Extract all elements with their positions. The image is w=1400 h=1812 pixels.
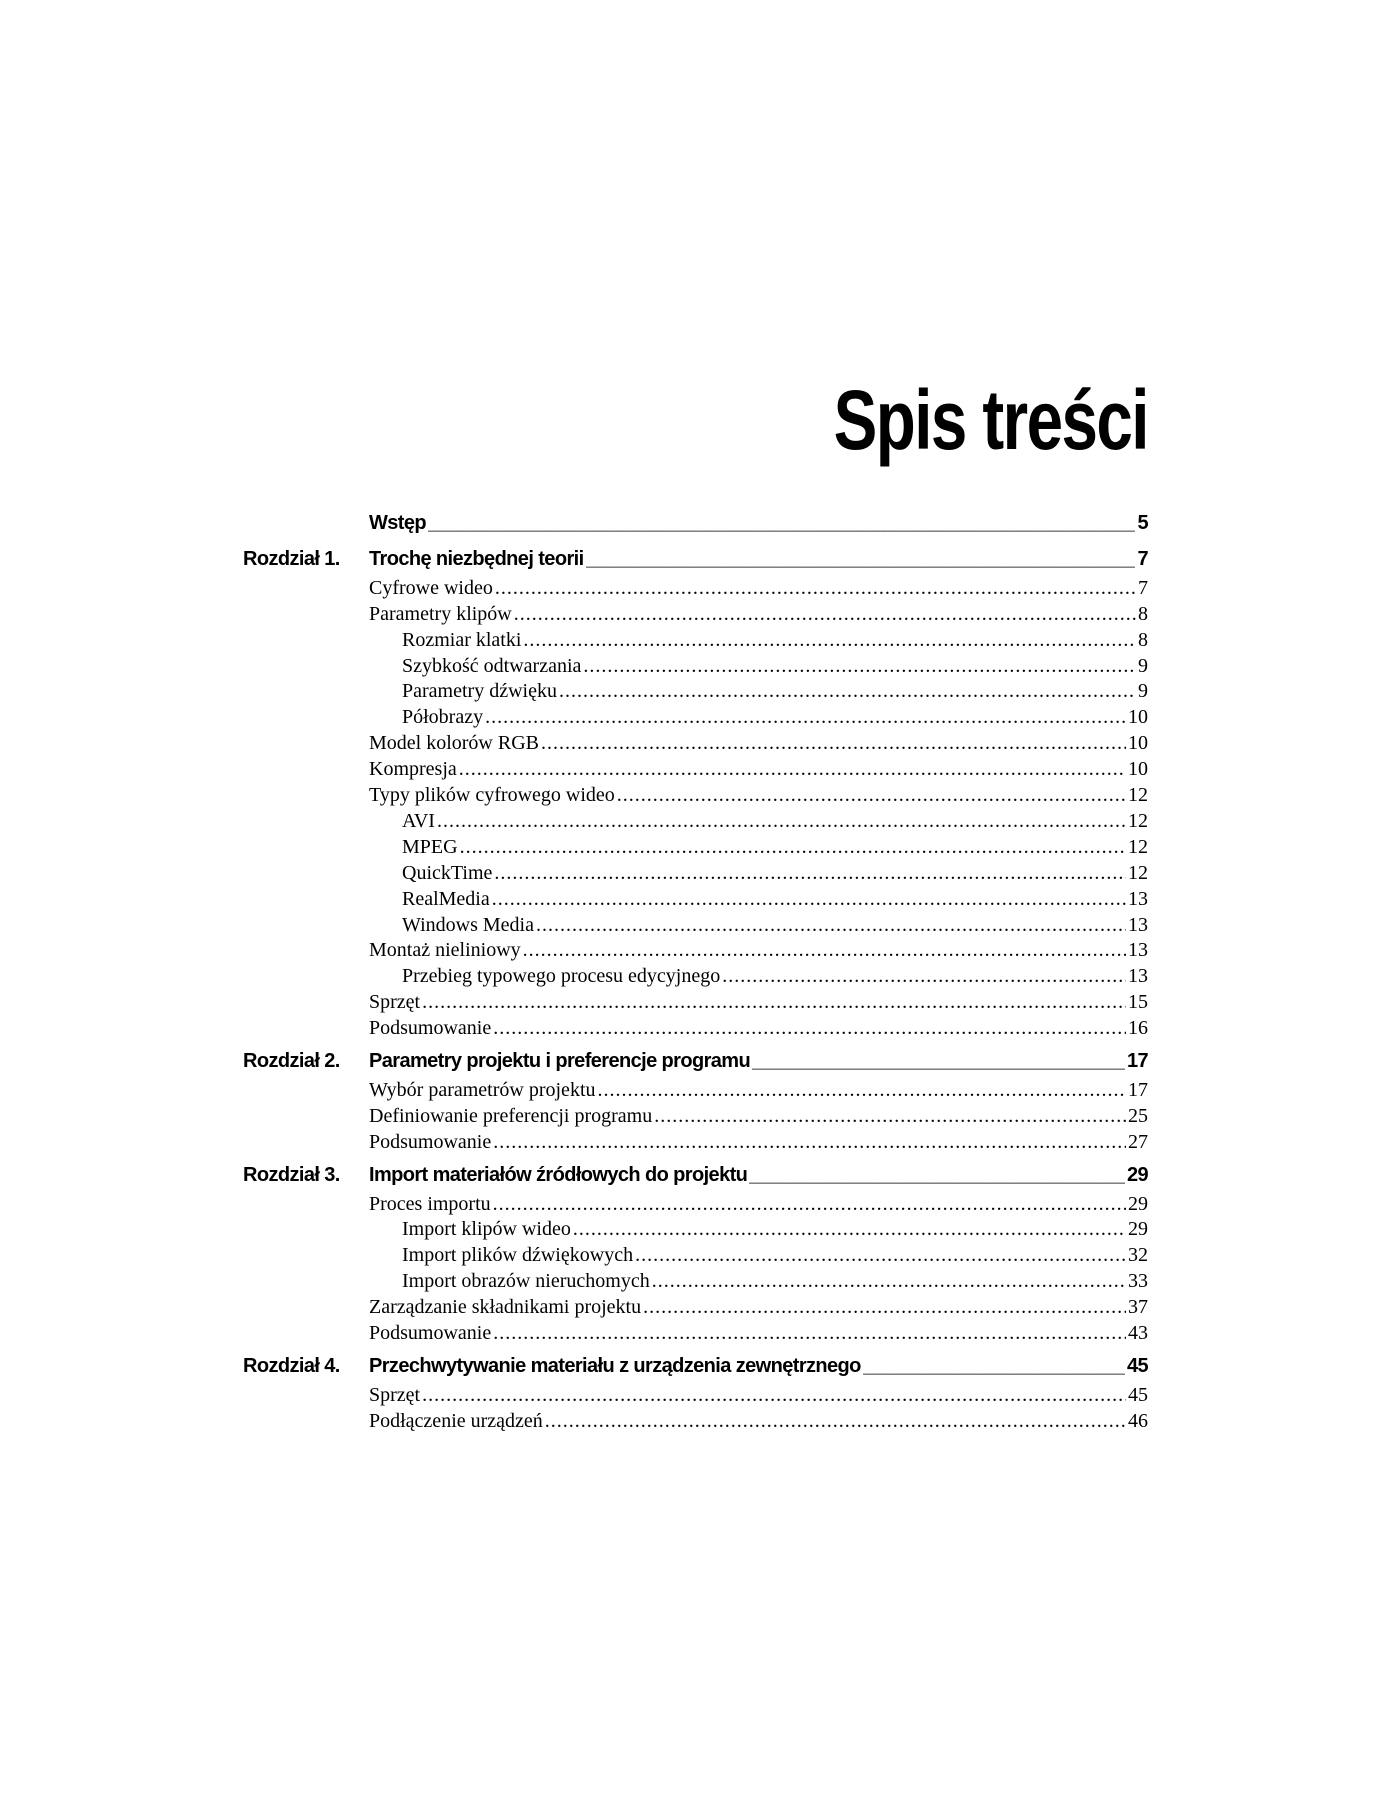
toc-leader [437, 810, 1126, 833]
toc-title: Podłączenie urządzeń [369, 1409, 543, 1432]
toc-page-number: 46 [1128, 1409, 1148, 1432]
toc-leader [749, 1164, 1125, 1187]
toc-entry-row [369, 784, 1148, 810]
toc-title: Import plików dźwiękowych [402, 1244, 634, 1267]
toc-leader [722, 965, 1126, 988]
toc-entry-row [369, 1193, 1148, 1219]
toc-title: Parametry klipów [369, 602, 512, 625]
toc-leader [635, 1244, 1126, 1267]
toc-chapter-row [369, 1050, 1148, 1076]
toc-entry-row [369, 577, 1148, 603]
toc-leader [523, 939, 1126, 962]
toc-page-number: 8 [1138, 602, 1148, 625]
toc-entry-row [369, 758, 1148, 784]
toc-title: Sprzęt [369, 991, 421, 1014]
toc-leader [485, 706, 1126, 729]
toc-leader [493, 1193, 1126, 1216]
toc-entry-row [402, 629, 1148, 655]
chapter-label: Rozdział 4. [243, 1354, 340, 1377]
toc-title: Szybkość odtwarzania [402, 654, 582, 677]
toc-title: Wstęp [369, 512, 427, 534]
toc-title: Przechwytywanie materiału z urządzenia zewnętrznego [369, 1354, 861, 1377]
toc-page-number: 7 [1137, 547, 1148, 570]
toc-title: Zarządzanie składnikami projektu [369, 1296, 642, 1319]
toc-title: Półobrazy [402, 706, 484, 729]
toc-leader [752, 1050, 1125, 1073]
toc-page-number: 32 [1128, 1244, 1148, 1267]
toc-leader [514, 603, 1136, 626]
toc-entry-row [369, 1322, 1148, 1348]
toc-entry-row [369, 991, 1148, 1017]
toc-page-number: 10 [1128, 732, 1148, 755]
toc-page-number: 13 [1128, 887, 1148, 910]
toc-entry-row [402, 914, 1148, 940]
toc-page-number: 13 [1128, 939, 1148, 962]
toc-page-number: 25 [1128, 1104, 1148, 1127]
toc-entry-row [369, 1105, 1148, 1131]
toc-entry-row [402, 1244, 1148, 1270]
toc-page-number: 7 [1138, 576, 1148, 599]
toc-leader [617, 784, 1126, 807]
toc-page-number: 12 [1128, 861, 1148, 884]
toc-title: Definiowanie preferencji programu [369, 1104, 653, 1127]
toc-leader [863, 1355, 1125, 1378]
toc-title: Import materiałów źródłowych do projektu [369, 1163, 748, 1186]
toc-entry-row [402, 965, 1148, 991]
toc-page-number: 17 [1126, 1050, 1148, 1072]
toc-chapter-row [369, 512, 1148, 538]
toc-title: Sprzęt [369, 1383, 421, 1406]
toc-leader [495, 577, 1136, 600]
toc-page-number: 12 [1128, 784, 1148, 806]
toc-leader [545, 1410, 1126, 1433]
toc-title: Rozmiar klatki [402, 628, 522, 651]
toc-title: Podsumowanie [369, 1130, 492, 1153]
toc-leader [422, 1384, 1126, 1407]
toc-entry-row [369, 1079, 1148, 1105]
toc-page-number: 13 [1128, 913, 1148, 936]
toc-entry-row [402, 862, 1148, 888]
toc-title: Import klipów wideo [402, 1218, 571, 1241]
toc-leader [460, 836, 1126, 859]
toc-leader [492, 888, 1126, 911]
toc-page-number: 29 [1128, 1218, 1148, 1241]
toc-page-number: 8 [1138, 628, 1148, 651]
toc-title: AVI [402, 809, 435, 832]
toc-page-number: 12 [1128, 835, 1148, 858]
toc-leader [428, 512, 1135, 535]
toc-entry-row [402, 1218, 1148, 1244]
toc-entry-row [369, 1131, 1148, 1157]
toc-title: Wybór parametrów projektu [369, 1078, 596, 1101]
toc-leader [493, 1131, 1126, 1154]
toc-entry-row [402, 836, 1148, 862]
toc-entry-row [369, 939, 1148, 965]
toc-entry-row [402, 680, 1148, 706]
toc-title: QuickTime [402, 861, 493, 884]
toc-title: Trochę niezbędnej teorii [369, 547, 584, 570]
toc-leader [494, 862, 1126, 885]
toc-title: Parametry dźwięku [402, 680, 557, 703]
toc-chapter-row [369, 1164, 1148, 1190]
toc-page-number: 16 [1128, 1017, 1148, 1040]
toc-title: Model kolorów RGB [369, 732, 539, 755]
toc-title: Windows Media [402, 913, 534, 936]
toc-leader [652, 1270, 1126, 1293]
toc-leader [573, 1218, 1126, 1241]
toc-leader [536, 914, 1126, 937]
toc-leader [559, 680, 1136, 703]
toc-entry-row [402, 706, 1148, 732]
toc-entry-row [369, 732, 1148, 758]
toc-entry-row [369, 1296, 1148, 1322]
toc-page-number: 15 [1128, 991, 1148, 1014]
toc-leader [643, 1296, 1126, 1319]
toc-page-number: 12 [1128, 809, 1148, 832]
toc-title: Parametry projektu i preferencje programu [369, 1050, 751, 1072]
toc-page-number: 45 [1126, 1354, 1148, 1377]
toc-page-number: 29 [1126, 1163, 1148, 1186]
toc-title: Montaż nieliniowy [369, 939, 521, 962]
toc-entry-row [402, 810, 1148, 836]
toc-title: Podsumowanie [369, 1017, 492, 1040]
toc-entry-row [402, 888, 1148, 914]
toc-title: Import obrazów nieruchomych [402, 1270, 650, 1293]
toc-leader [493, 1322, 1126, 1345]
toc-leader [598, 1079, 1127, 1102]
toc-entry-row [369, 603, 1148, 629]
toc-entry-row [402, 655, 1148, 681]
toc-title: RealMedia [402, 887, 490, 910]
toc-page-number: 10 [1128, 758, 1148, 781]
toc-entry-row [369, 1410, 1148, 1436]
toc-title: Przebieg typowego procesu edycyjnego [402, 965, 721, 988]
toc-page-number: 9 [1138, 654, 1148, 677]
page-title: Spis treści [833, 373, 1148, 467]
toc-entry-row [369, 1384, 1148, 1410]
toc-entry-row [369, 1017, 1148, 1043]
toc-title: MPEG [402, 835, 458, 858]
toc-page-number: 45 [1128, 1383, 1148, 1406]
toc-page-number: 27 [1128, 1130, 1148, 1153]
toc-chapter-row [369, 548, 1148, 574]
toc-leader [422, 991, 1126, 1014]
toc-page-number: 10 [1128, 706, 1148, 729]
toc-page-number: 43 [1128, 1322, 1148, 1344]
toc-title: Proces importu [369, 1192, 491, 1215]
toc-leader [583, 655, 1136, 678]
toc-leader [541, 732, 1126, 755]
toc-title: Podsumowanie [369, 1322, 492, 1344]
toc-leader [459, 758, 1126, 781]
toc-entry-row [402, 1270, 1148, 1296]
toc-page-number: 17 [1128, 1078, 1148, 1101]
toc-page-number: 13 [1128, 965, 1148, 988]
toc-leader [523, 629, 1136, 652]
toc-leader [586, 548, 1136, 571]
toc-page-number: 33 [1128, 1270, 1148, 1293]
toc-leader [654, 1105, 1126, 1128]
chapter-label: Rozdział 1. [243, 547, 340, 570]
toc-title: Typy plików cyfrowego wideo [369, 784, 615, 806]
toc-chapter-row [369, 1355, 1148, 1381]
chapter-label: Rozdział 3. [243, 1163, 340, 1186]
toc-page-number: 37 [1128, 1296, 1148, 1319]
toc-title: Cyfrowe wideo [369, 576, 493, 599]
chapter-label: Rozdział 2. [243, 1050, 340, 1072]
toc-leader [493, 1017, 1126, 1040]
toc-page-number: 29 [1128, 1192, 1148, 1215]
toc-page-number: 5 [1137, 512, 1148, 534]
toc-page-number: 9 [1138, 680, 1148, 703]
toc-title: Kompresja [369, 758, 457, 781]
